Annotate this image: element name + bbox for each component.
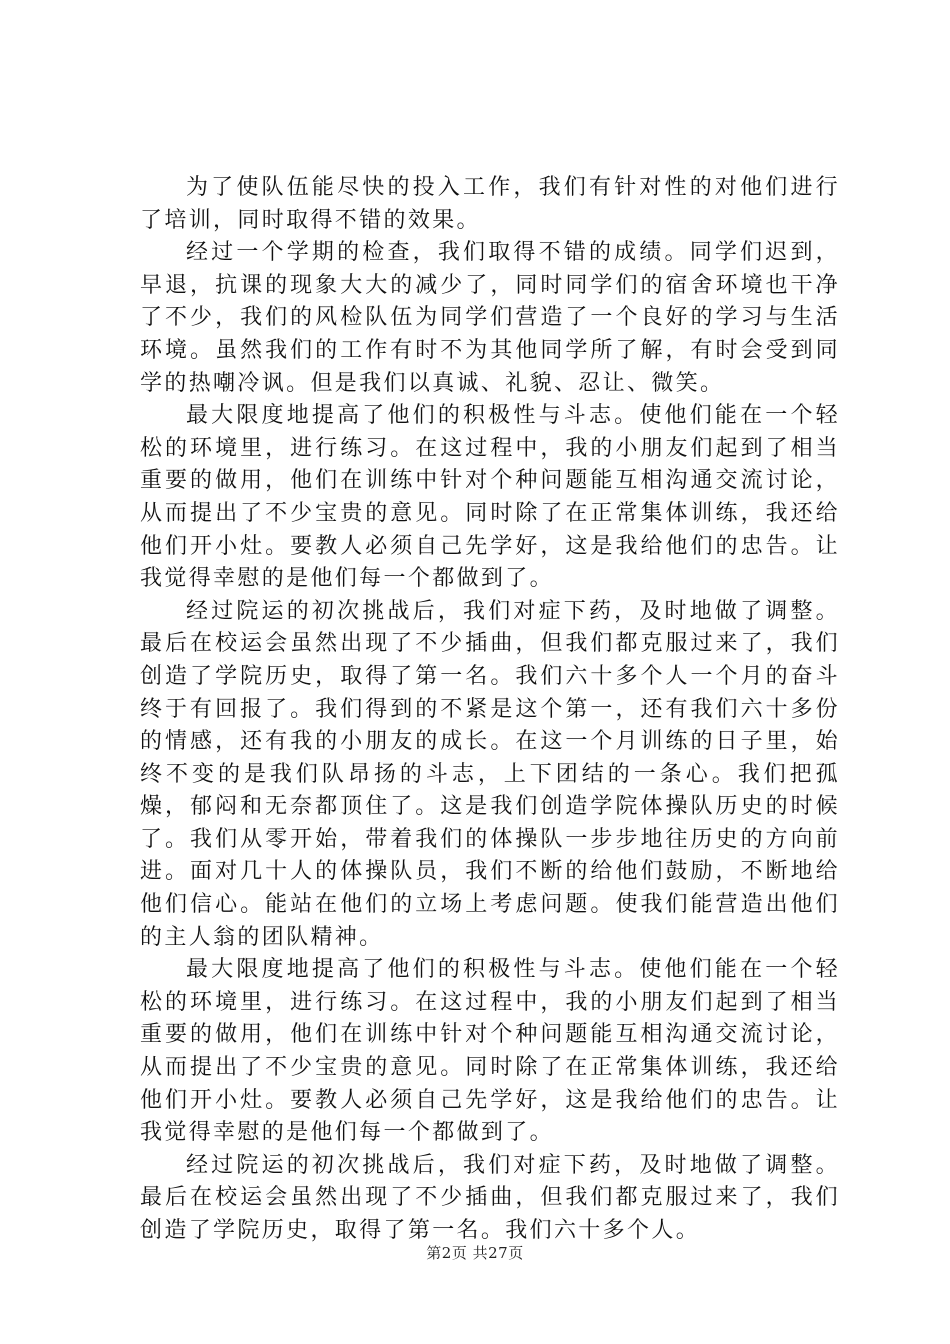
paragraph: 经过院运的初次挑战后，我们对症下药，及时地做了调整。最后在校运会虽然出现了不少插曲，但我们都克服过来了，我们创造了学院历史，取得了第一名。我们六十多个人。	[140, 1152, 840, 1243]
body-text	[140, 172, 840, 1248]
paragraph: 最大限度地提高了他们的积极性与斗志。使他们能在一个轻松的环境里，进行练习。在这过程中，我的小朋友们起到了相当重要的做用，他们在训练中针对个种问题能互相沟通交流讨论，从而提出了不少宝贵的意见。同时除了在正常集体训练，我还给他们开小灶。要教人必须自己先学好，这是我给他们的忠告。让我觉得幸慰的是他们每一个都做到了。	[140, 403, 840, 592]
paragraph: 经过院运的初次挑战后，我们对症下药，及时地做了调整。最后在校运会虽然出现了不少插曲，但我们都克服过来了，我们创造了学院历史，取得了第一名。我们六十多个人一个月的奋斗终于有回报了。我们得到的不紧是这个第一，还有我们六十多份的情感，还有我的小朋友的成长。在这一个月训练的日子里，始终不变的是我们队昂扬的斗志，上下团结的一条心。我们把孤燥，郁闷和无奈都顶住了。这是我们创造学院体操队历史的时候了。我们从零开始，带着我们的体操队一步步地往历史的方向前进。面对几十人的体操队员，我们不断的给他们鼓励，不断地给他们信心。能站在他们的立场上考虑问题。使我们能营造出他们的主人翁的团队精神。	[140, 598, 840, 950]
paragraph: 最大限度地提高了他们的积极性与斗志。使他们能在一个轻松的环境里，进行练习。在这过程中，我的小朋友们起到了相当重要的做用，他们在训练中针对个种问题能互相沟通交流讨论，从而提出了不少宝贵的意见。同时除了在正常集体训练，我还给他们开小灶。要教人必须自己先学好，这是我给他们的忠告。让我觉得幸慰的是他们每一个都做到了。	[140, 957, 840, 1146]
paragraph: 为了使队伍能尽快的投入工作，我们有针对性的对他们进行了培训，同时取得不错的效果。	[140, 175, 840, 233]
page-footer: 第2页 共27页	[426, 1244, 524, 1262]
paragraph: 经过一个学期的检查，我们取得不错的成绩。同学们迟到，早退，抗课的现象大大的减少了，同时同学们的宿舍环境也干净了不少，我们的风检队伍为同学们营造了一个良好的学习与生活环境。虽然我们的工作有时不为其他同学所了解，有时会受到同学的热嘲冷讽。但是我们以真诚、礼貌、忍让、微笑。	[140, 240, 840, 396]
